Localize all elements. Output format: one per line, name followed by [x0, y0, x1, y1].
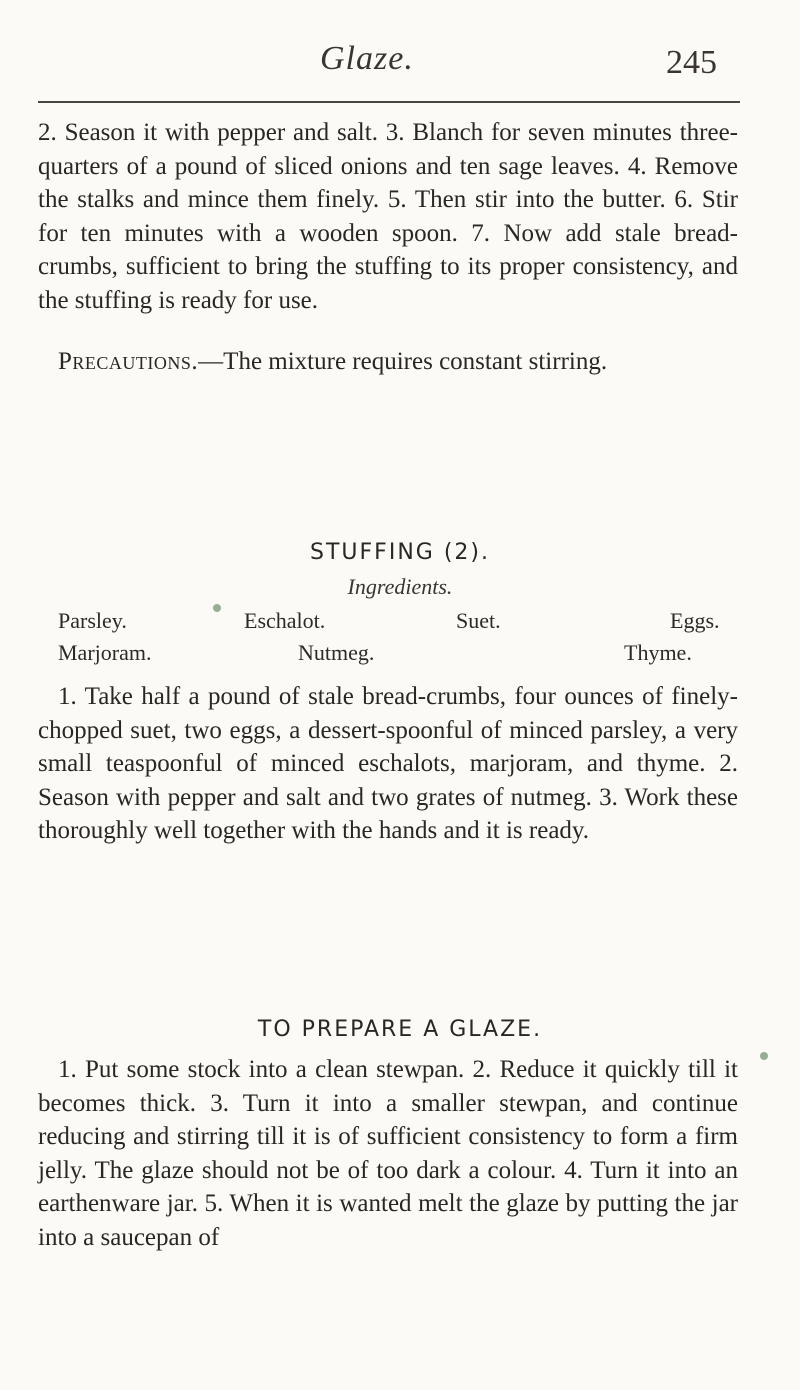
ingredient: Eggs. — [670, 608, 720, 633]
ingredients-subheading: Ingredients. — [347, 574, 453, 599]
ink-dot — [213, 604, 221, 612]
ink-dot — [760, 1052, 768, 1060]
ingredient: Suet. — [456, 608, 501, 633]
paragraph: 2. Season it with pepper and salt. 3. Blanch for seven minutes three-quarters of a pound of sliced onions and ten sage leaves. 4. Remove the stalks and mince them finely. 5. Then stir into the butter. 6. Stir for ten minutes with a wooden spoon. 7. Now add stale bread-crumbs, sufficient to bring the stuffing to its proper consistency, and the stuffing is ready for use. — [38, 119, 738, 314]
header-rule — [38, 101, 740, 103]
glaze-method — [38, 1053, 738, 1254]
paragraph: 1. Take half a pound of stale bread-crumbs, four ounces of finely-chopped suet, two eggs, a dessert-spoonful of minced parsley, a very small teaspoonful of minced eschalots, marjoram, and thyme. 2. Season with pepper and salt and two grates of nutmeg. 3. Work these thoroughly well together with the hands and it is ready. — [38, 683, 738, 844]
ingredient: Parsley. — [58, 608, 127, 633]
ingredient: Marjoram. — [58, 640, 152, 665]
running-title: Glaze. — [320, 40, 414, 77]
page-number: 245 — [666, 44, 717, 81]
ingredient: Nutmeg. — [298, 640, 375, 665]
paragraph: 1. Put some stock into a clean stewpan. 2. Reduce it quickly till it becomes thick. 3. Turn it into a smaller stewpan, and continue reducing and stirring till it is of sufficient consistency to form a firm jelly. The glaze should not be of too dark a colour. 4. Turn it into an earthenware jar. 5. When it is wanted melt the glaze by putting the jar into a saucepan of — [38, 1056, 738, 1251]
stuffing-2-heading: STUFFING (2). — [310, 540, 490, 565]
precautions-paragraph — [38, 345, 738, 379]
stuffing-2-method — [38, 680, 738, 848]
precautions-label: Precautions. — [58, 348, 199, 375]
precautions-text: —The mixture requires constant stirring. — [198, 348, 608, 375]
ingredient: Thyme. — [624, 640, 692, 665]
glaze-heading: TO PREPARE A GLAZE. — [257, 1017, 543, 1042]
ingredient: Eschalot. — [244, 608, 326, 633]
stuffing-1-continued — [38, 116, 738, 317]
